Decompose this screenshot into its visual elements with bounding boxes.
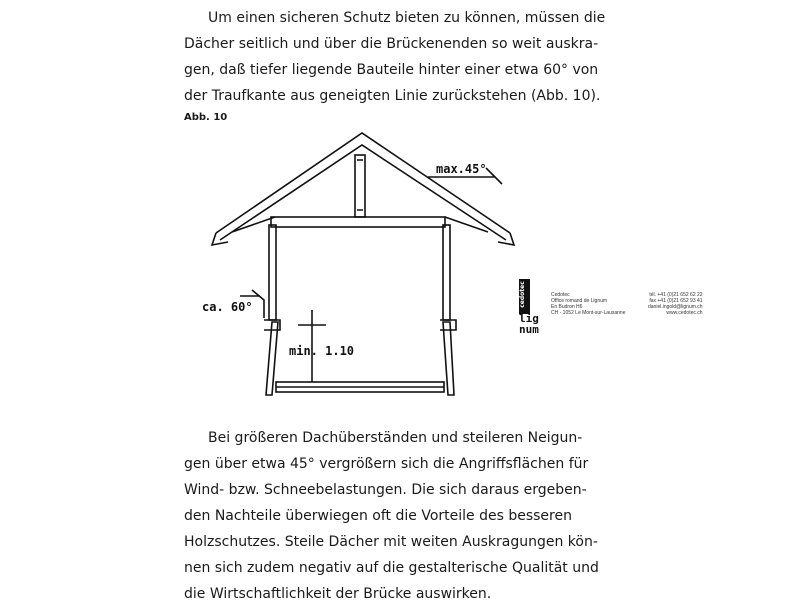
angle-side-label: ca. 60° <box>202 300 253 314</box>
stamp-address <box>551 292 626 316</box>
text-line: die Wirtschaftlichkeit der Brücke auswirken. <box>184 586 492 602</box>
address-line: Office romand de Lignum <box>551 298 608 304</box>
right-post <box>443 225 450 320</box>
logo-line: num <box>519 323 539 336</box>
clearance-label: min. 1.10 <box>289 344 355 358</box>
lignum-logo <box>519 279 545 339</box>
website-link[interactable]: www.cedotec.ch <box>666 310 703 316</box>
text-line: Um einen sicheren Schutz bieten zu können, müssen die <box>208 10 606 26</box>
text-line: Dächer seitlich und über die Brückenenden so weit auskra- <box>184 36 599 52</box>
king-post <box>355 155 365 217</box>
tie-beam <box>271 217 445 227</box>
roof-outer-line <box>216 133 510 233</box>
address-line: En Budron H6 <box>551 304 583 310</box>
text-line: gen über etwa 45° vergrößern sich die Angriffsflächen für <box>184 456 589 472</box>
logo-line: lig <box>519 312 539 325</box>
contact-line: tél. +41 (0)21 652 62 22 <box>649 292 703 298</box>
text-line: der Traufkante aus geneigten Linie zurückstehen (Abb. 10). <box>184 88 601 104</box>
email-link[interactable]: daniel.ingold@lignum.ch <box>648 304 703 310</box>
left-post <box>269 225 276 320</box>
text-line: den Nachteile überwiegen oft die Vorteile des besseren <box>184 508 572 524</box>
text-line: Wind- bzw. Schneebelastungen. Die sich daraus ergeben- <box>184 482 587 498</box>
address-line: Cedotec <box>551 292 570 298</box>
text-line: Bei größeren Dachüberständen und steileren Neigun- <box>208 430 583 446</box>
contact-line: fax +41 (0)21 652 93 41 <box>649 298 703 304</box>
figure-label: Abb. 10 <box>184 112 228 123</box>
body-paragraph <box>184 425 599 607</box>
text-line: nen sich zudem negativ auf die gestalterische Qualität und <box>184 560 599 576</box>
logo-vertical-text: cedotec <box>518 281 526 308</box>
address-line: CH - 1052 Le Mont-sur-Lausanne <box>551 310 626 316</box>
text-line: gen, daß tiefer liegende Bauteile hinter einer etwa 60° von <box>184 62 599 78</box>
stamp-contact <box>648 292 703 316</box>
angle-top-label: max.45° <box>436 162 487 176</box>
text-line: Holzschutzes. Steile Dächer mit weiten Auskragungen kön- <box>184 534 598 550</box>
